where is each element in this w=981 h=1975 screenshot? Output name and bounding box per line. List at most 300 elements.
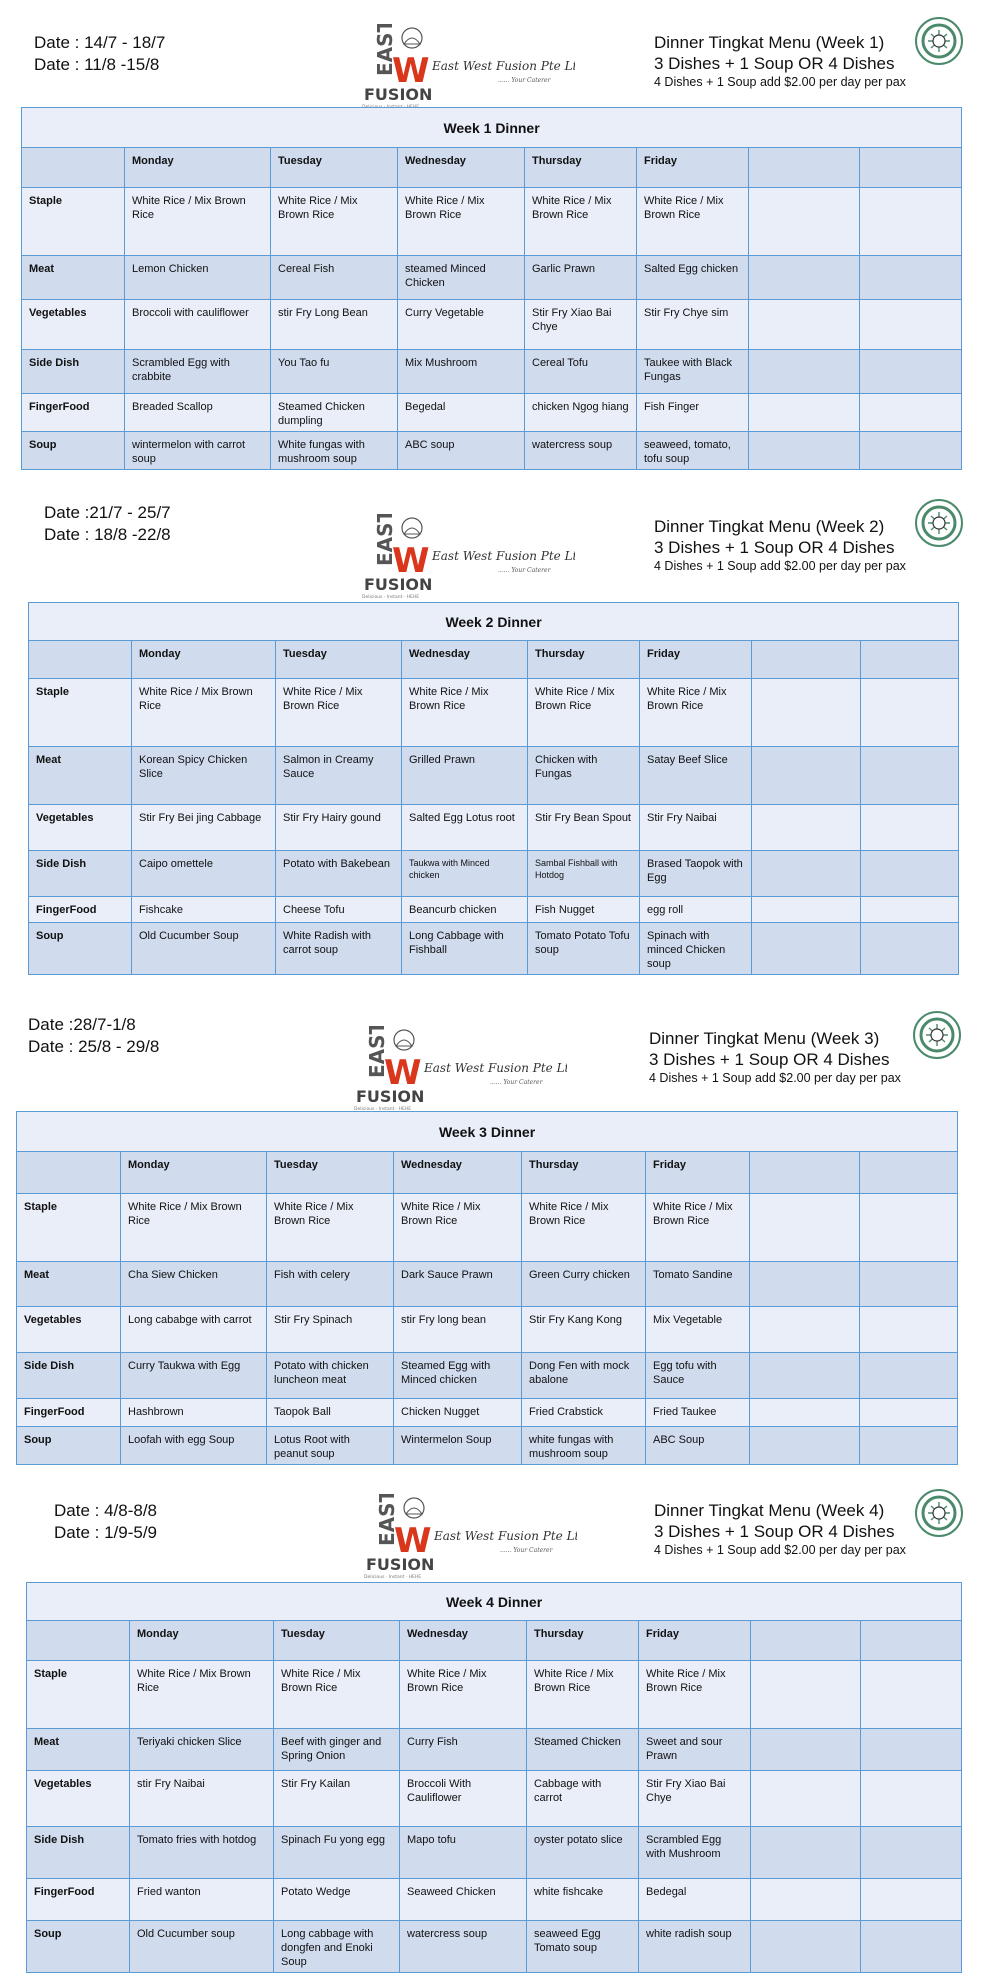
header-wednesday: Wednesday — [398, 148, 525, 188]
menu-cell: ABC Soup — [646, 1427, 750, 1465]
week-1-section — [0, 0, 981, 480]
empty-cell — [752, 897, 861, 923]
header-blank — [861, 1621, 962, 1661]
menu-cell: Broccoli with cauliflower — [125, 300, 271, 350]
company-name: East West Fusion Pte Ltd — [432, 549, 575, 563]
date-line-1: Date :21/7 - 25/7 — [44, 503, 171, 522]
empty-cell — [861, 897, 959, 923]
table-row — [29, 679, 959, 747]
menu-cell: Curry Fish — [400, 1729, 527, 1771]
menu-cell: White Rice / Mix Brown Rice — [398, 188, 525, 256]
menu-cell: Sambal Fishball with Hotdog — [528, 851, 640, 897]
row-label-fingerfood: FingerFood — [22, 394, 125, 432]
menu-cell: Stir Fry Bean Spout — [528, 805, 640, 851]
menu-cell: Tomato Sandine — [646, 1262, 750, 1307]
company-logo — [360, 514, 575, 600]
empty-cell — [750, 1399, 860, 1427]
row-label-side-dish: Side Dish — [22, 350, 125, 394]
menu-cell: White Rice / Mix Brown Rice — [522, 1194, 646, 1262]
menu-cell: Broccoli With Cauliflower — [400, 1771, 527, 1827]
logo-word-east: EAST — [373, 514, 397, 566]
menu-cell: White Rice / Mix Brown Rice — [132, 679, 276, 747]
table-row — [29, 923, 959, 975]
header-friday: Friday — [640, 641, 752, 679]
empty-cell — [749, 394, 860, 432]
menu-cell: Potato Wedge — [274, 1879, 400, 1921]
menu-cell: Mapo tofu — [400, 1827, 527, 1879]
menu-title: Dinner Tingkat Menu (Week 3) — [649, 1029, 880, 1048]
table-row — [27, 1879, 962, 1921]
halal-badge-icon — [912, 1010, 962, 1060]
empty-cell — [861, 1827, 962, 1879]
menu-cell: White Rice / Mix Brown Rice — [267, 1194, 394, 1262]
menu-cell: Loofah with egg Soup — [121, 1427, 267, 1465]
table-row — [22, 432, 962, 470]
menu-cell: Salted Egg chicken — [637, 256, 749, 300]
menu-cell: Fried wanton — [130, 1879, 274, 1921]
empty-cell — [860, 394, 962, 432]
menu-cell: Long cabbage with dongfen and Enoki Soup — [274, 1921, 400, 1973]
week-3-section — [0, 1008, 981, 1478]
empty-cell — [752, 851, 861, 897]
empty-cell — [749, 300, 860, 350]
table-title: Week 3 Dinner — [17, 1112, 958, 1152]
menu-cell: Caipo omettele — [132, 851, 276, 897]
menu-cell: watercress soup — [525, 432, 637, 470]
row-label-soup: Soup — [29, 923, 132, 975]
menu-cell: Scrambled Egg with Mushroom — [639, 1827, 751, 1879]
header-blank — [861, 641, 959, 679]
date-line-1: Date : 14/7 - 18/7 — [34, 33, 166, 52]
menu-cell: Hashbrown — [121, 1399, 267, 1427]
date-line-2: Date : 25/8 - 29/8 — [28, 1037, 160, 1056]
empty-cell — [860, 188, 962, 256]
row-label-fingerfood: FingerFood — [27, 1879, 130, 1921]
menu-option: 3 Dishes + 1 Soup OR 4 Dishes — [654, 1522, 895, 1541]
empty-cell — [752, 747, 861, 805]
table-row — [27, 1661, 962, 1729]
table-row — [22, 256, 962, 300]
row-label-soup: Soup — [17, 1427, 121, 1465]
menu-cell: Beancurb chicken — [402, 897, 528, 923]
menu-addon: 4 Dishes + 1 Soup add $2.00 per day per pax — [654, 1543, 906, 1557]
empty-cell — [860, 432, 962, 470]
menu-cell: Brased Taopok with Egg — [640, 851, 752, 897]
header-wednesday: Wednesday — [394, 1152, 522, 1194]
row-label-vegetables: Vegetables — [29, 805, 132, 851]
week-4-menu-table — [26, 1582, 962, 1973]
empty-cell — [860, 300, 962, 350]
menu-cell: Curry Taukwa with Egg — [121, 1353, 267, 1399]
menu-cell: Wintermelon Soup — [394, 1427, 522, 1465]
table-row — [22, 300, 962, 350]
table-title: Week 2 Dinner — [29, 603, 959, 641]
header-thursday: Thursday — [525, 148, 637, 188]
row-label-staple: Staple — [22, 188, 125, 256]
menu-cell: White Rice / Mix Brown Rice — [639, 1661, 751, 1729]
row-label-side-dish: Side Dish — [27, 1827, 130, 1879]
empty-cell — [750, 1307, 860, 1353]
menu-cell: White Rice / Mix Brown Rice — [121, 1194, 267, 1262]
empty-cell — [751, 1771, 861, 1827]
logo-word-east: EAST — [373, 24, 397, 76]
table-row — [27, 1921, 962, 1973]
empty-cell — [861, 747, 959, 805]
table-row — [22, 394, 962, 432]
menu-addon: 4 Dishes + 1 Soup add $2.00 per day per pax — [654, 559, 906, 573]
menu-cell: Cha Siew Chicken — [121, 1262, 267, 1307]
menu-cell: wintermelon with carrot soup — [125, 432, 271, 470]
header-blank — [751, 1621, 861, 1661]
menu-cell: Begedal — [398, 394, 525, 432]
logo-mark: W — [394, 1521, 432, 1561]
halal-badge-icon — [914, 16, 964, 66]
company-sub-tagline: Delicious · Instant · HEHE — [364, 1575, 422, 1580]
empty-cell — [861, 1729, 962, 1771]
menu-cell: You Tao fu — [271, 350, 398, 394]
table-row — [27, 1729, 962, 1771]
table-row — [17, 1307, 958, 1353]
company-tagline: ...... Your Caterer — [490, 1079, 543, 1086]
header-tuesday: Tuesday — [267, 1152, 394, 1194]
table-row — [29, 897, 959, 923]
menu-info — [649, 1028, 901, 1086]
menu-cell: Stir Fry Spinach — [267, 1307, 394, 1353]
header-tuesday: Tuesday — [274, 1621, 400, 1661]
menu-cell: oyster potato slice — [527, 1827, 639, 1879]
menu-cell: White Rice / Mix Brown Rice — [640, 679, 752, 747]
header-friday: Friday — [639, 1621, 751, 1661]
menu-cell: Taukee with Black Fungas — [637, 350, 749, 394]
empty-cell — [750, 1353, 860, 1399]
header-friday: Friday — [637, 148, 749, 188]
week-dates — [34, 32, 165, 76]
table-row — [27, 1771, 962, 1827]
header-wednesday: Wednesday — [400, 1621, 527, 1661]
menu-cell: Bedegal — [639, 1879, 751, 1921]
menu-cell: Stir Fry Hairy gound — [276, 805, 402, 851]
table-row — [29, 851, 959, 897]
company-logo — [360, 24, 575, 110]
logo-word-east: EAST — [375, 1494, 399, 1546]
menu-cell: Steamed Chicken — [527, 1729, 639, 1771]
company-tagline: ...... Your Caterer — [498, 77, 551, 84]
menu-cell: Fish with celery — [267, 1262, 394, 1307]
menu-cell: White Rice / Mix Brown Rice — [646, 1194, 750, 1262]
table-row — [29, 805, 959, 851]
menu-cell: seaweed Egg Tomato soup — [527, 1921, 639, 1973]
menu-cell: Taukwa with Minced chicken — [402, 851, 528, 897]
empty-cell — [861, 851, 959, 897]
menu-cell: Satay Beef Slice — [640, 747, 752, 805]
empty-cell — [751, 1879, 861, 1921]
date-line-2: Date : 11/8 -15/8 — [34, 55, 160, 74]
menu-cell: White Rice / Mix Brown Rice — [276, 679, 402, 747]
empty-cell — [752, 679, 861, 747]
logo-mark: W — [384, 1053, 422, 1093]
table-row — [17, 1194, 958, 1262]
menu-cell: Beef with ginger and Spring Onion — [274, 1729, 400, 1771]
menu-cell: Stir Fry Kailan — [274, 1771, 400, 1827]
menu-cell: White Rice / Mix Brown Rice — [394, 1194, 522, 1262]
menu-cell: White Rice / Mix Brown Rice — [525, 188, 637, 256]
header-tuesday: Tuesday — [271, 148, 398, 188]
row-label-side-dish: Side Dish — [29, 851, 132, 897]
row-label-staple: Staple — [17, 1194, 121, 1262]
row-label-fingerfood: FingerFood — [17, 1399, 121, 1427]
menu-cell: Taopok Ball — [267, 1399, 394, 1427]
table-row — [22, 350, 962, 394]
header-blank — [752, 641, 861, 679]
row-label-fingerfood: FingerFood — [29, 897, 132, 923]
menu-cell: Long cababge with carrot — [121, 1307, 267, 1353]
menu-cell: White Radish with carrot soup — [276, 923, 402, 975]
logo-word-east: EAST — [365, 1026, 389, 1078]
company-name: East West Fusion Pte Ltd — [434, 1529, 577, 1543]
menu-cell: Stir Fry Bei jing Cabbage — [132, 805, 276, 851]
empty-cell — [860, 1194, 958, 1262]
header-blank — [860, 148, 962, 188]
company-name: East West Fusion Pte Ltd — [432, 59, 575, 73]
table-row — [29, 747, 959, 805]
menu-cell: Teriyaki chicken Slice — [130, 1729, 274, 1771]
row-label-meat: Meat — [29, 747, 132, 805]
empty-cell — [749, 188, 860, 256]
empty-cell — [749, 432, 860, 470]
week-2-section — [0, 496, 981, 986]
header-corner — [29, 641, 132, 679]
menu-cell: Salted Egg Lotus root — [402, 805, 528, 851]
company-tagline: ...... Your Caterer — [498, 567, 551, 574]
menu-cell: Scrambled Egg with crabbite — [125, 350, 271, 394]
menu-cell: White Rice / Mix Brown Rice — [274, 1661, 400, 1729]
menu-cell: Salmon in Creamy Sauce — [276, 747, 402, 805]
menu-cell: Stir Fry Xiao Bai Chye — [639, 1771, 751, 1827]
menu-cell: Chicken Nugget — [394, 1399, 522, 1427]
empty-cell — [860, 1307, 958, 1353]
empty-cell — [751, 1827, 861, 1879]
company-sub-tagline: Delicious · Instant · HEHE — [362, 595, 420, 600]
menu-cell: seaweed, tomato, tofu soup — [637, 432, 749, 470]
week-2-menu-table — [28, 602, 959, 975]
table-title: Week 1 Dinner — [22, 108, 962, 148]
empty-cell — [861, 1661, 962, 1729]
empty-cell — [860, 256, 962, 300]
menu-cell: Stir Fry Naibai — [640, 805, 752, 851]
menu-cell: Sweet and sour Prawn — [639, 1729, 751, 1771]
header-friday: Friday — [646, 1152, 750, 1194]
menu-addon: 4 Dishes + 1 Soup add $2.00 per day per pax — [649, 1071, 901, 1085]
menu-cell: stir Fry long bean — [394, 1307, 522, 1353]
header-tuesday: Tuesday — [276, 641, 402, 679]
menu-cell: White Rice / Mix Brown Rice — [527, 1661, 639, 1729]
header-corner — [17, 1152, 121, 1194]
menu-option: 3 Dishes + 1 Soup OR 4 Dishes — [649, 1050, 890, 1069]
menu-cell: White Rice / Mix Brown Rice — [125, 188, 271, 256]
empty-cell — [861, 805, 959, 851]
empty-cell — [860, 1399, 958, 1427]
menu-cell: white fungas with mushroom soup — [522, 1427, 646, 1465]
row-label-meat: Meat — [22, 256, 125, 300]
header-blank — [860, 1152, 958, 1194]
menu-cell: Lemon Chicken — [125, 256, 271, 300]
date-line-1: Date : 4/8-8/8 — [54, 1501, 158, 1520]
menu-cell: Korean Spicy Chicken Slice — [132, 747, 276, 805]
menu-cell: Fried Taukee — [646, 1399, 750, 1427]
menu-cell: White Rice / Mix Brown Rice — [637, 188, 749, 256]
row-label-staple: Staple — [29, 679, 132, 747]
table-row — [17, 1262, 958, 1307]
menu-cell: Grilled Prawn — [402, 747, 528, 805]
menu-cell: white radish soup — [639, 1921, 751, 1973]
menu-cell: Steamed Egg with Minced chicken — [394, 1353, 522, 1399]
menu-info — [654, 516, 906, 574]
menu-cell: Tomato Potato Tofu soup — [528, 923, 640, 975]
table-row — [17, 1427, 958, 1465]
header-monday: Monday — [130, 1621, 274, 1661]
logo-word-fusion: FUSION — [364, 575, 433, 594]
header-wednesday: Wednesday — [402, 641, 528, 679]
empty-cell — [860, 350, 962, 394]
date-line-2: Date : 1/9-5/9 — [54, 1523, 158, 1542]
row-label-meat: Meat — [27, 1729, 130, 1771]
halal-badge-icon — [914, 1488, 964, 1538]
menu-cell: chicken Ngog hiang — [525, 394, 637, 432]
week-dates — [54, 1500, 157, 1544]
menu-cell: White Rice / Mix Brown Rice — [528, 679, 640, 747]
menu-info — [654, 32, 906, 90]
company-name: East West Fusion Pte Ltd — [424, 1061, 567, 1075]
menu-cell: Cheese Tofu — [276, 897, 402, 923]
menu-cell: steamed Minced Chicken — [398, 256, 525, 300]
logo-word-fusion: FUSION — [364, 85, 433, 104]
row-label-vegetables: Vegetables — [27, 1771, 130, 1827]
empty-cell — [751, 1661, 861, 1729]
menu-cell: Potato with chicken luncheon meat — [267, 1353, 394, 1399]
header-blank — [749, 148, 860, 188]
row-label-staple: Staple — [27, 1661, 130, 1729]
header-monday: Monday — [132, 641, 276, 679]
menu-cell: Mix Mushroom — [398, 350, 525, 394]
menu-cell: Long Cabbage with Fishball — [402, 923, 528, 975]
menu-cell: Egg tofu with Sauce — [646, 1353, 750, 1399]
empty-cell — [861, 1879, 962, 1921]
menu-cell: white fishcake — [527, 1879, 639, 1921]
row-label-vegetables: Vegetables — [22, 300, 125, 350]
menu-title: Dinner Tingkat Menu (Week 2) — [654, 517, 885, 536]
logo-mark: W — [392, 51, 430, 91]
company-sub-tagline: Delicious · Instant · HEHE — [354, 1107, 412, 1112]
menu-cell: Green Curry chicken — [522, 1262, 646, 1307]
table-row — [17, 1399, 958, 1427]
menu-cell: Cereal Tofu — [525, 350, 637, 394]
menu-cell: stir Fry Naibai — [130, 1771, 274, 1827]
halal-badge-icon — [914, 498, 964, 548]
menu-cell: Old Cucumber soup — [130, 1921, 274, 1973]
logo-word-fusion: FUSION — [356, 1087, 425, 1106]
table-row — [22, 188, 962, 256]
menu-cell: Chicken with Fungas — [528, 747, 640, 805]
row-label-soup: Soup — [22, 432, 125, 470]
week-4-section — [0, 1488, 981, 1975]
menu-cell: Stir Fry Kang Kong — [522, 1307, 646, 1353]
header-thursday: Thursday — [522, 1152, 646, 1194]
menu-cell: Curry Vegetable — [398, 300, 525, 350]
company-logo — [362, 1494, 577, 1580]
row-label-meat: Meat — [17, 1262, 121, 1307]
empty-cell — [752, 923, 861, 975]
header-blank — [750, 1152, 860, 1194]
row-label-soup: Soup — [27, 1921, 130, 1973]
menu-cell: Fishcake — [132, 897, 276, 923]
logo-mark: W — [392, 541, 430, 581]
menu-cell: Breaded Scallop — [125, 394, 271, 432]
empty-cell — [861, 1921, 962, 1973]
week-dates — [44, 502, 171, 546]
table-row — [27, 1827, 962, 1879]
menu-addon: 4 Dishes + 1 Soup add $2.00 per day per pax — [654, 75, 906, 89]
menu-title: Dinner Tingkat Menu (Week 1) — [654, 33, 885, 52]
menu-info — [654, 1500, 906, 1558]
menu-cell: Stir Fry Xiao Bai Chye — [525, 300, 637, 350]
empty-cell — [750, 1262, 860, 1307]
empty-cell — [751, 1729, 861, 1771]
header-thursday: Thursday — [527, 1621, 639, 1661]
menu-cell: White Rice / Mix Brown Rice — [402, 679, 528, 747]
menu-cell: Old Cucumber Soup — [132, 923, 276, 975]
menu-cell: Tomato fries with hotdog — [130, 1827, 274, 1879]
menu-cell: Stir Fry Chye sim — [637, 300, 749, 350]
empty-cell — [751, 1921, 861, 1973]
empty-cell — [860, 1353, 958, 1399]
empty-cell — [860, 1427, 958, 1465]
menu-cell: egg roll — [640, 897, 752, 923]
row-label-side-dish: Side Dish — [17, 1353, 121, 1399]
empty-cell — [750, 1427, 860, 1465]
empty-cell — [861, 923, 959, 975]
menu-cell: stir Fry Long Bean — [271, 300, 398, 350]
menu-cell: Lotus Root with peanut soup — [267, 1427, 394, 1465]
menu-cell: Mix Vegetable — [646, 1307, 750, 1353]
menu-cell: White Rice / Mix Brown Rice — [271, 188, 398, 256]
empty-cell — [861, 679, 959, 747]
date-line-1: Date :28/7-1/8 — [28, 1015, 136, 1034]
menu-cell: watercress soup — [400, 1921, 527, 1973]
menu-cell: Garlic Prawn — [525, 256, 637, 300]
header-corner — [22, 148, 125, 188]
header-monday: Monday — [121, 1152, 267, 1194]
week-1-menu-table — [21, 107, 962, 470]
empty-cell — [752, 805, 861, 851]
empty-cell — [860, 1262, 958, 1307]
menu-cell: White Rice / Mix Brown Rice — [400, 1661, 527, 1729]
empty-cell — [749, 350, 860, 394]
menu-cell: ABC soup — [398, 432, 525, 470]
table-title: Week 4 Dinner — [27, 1583, 962, 1621]
table-row — [17, 1353, 958, 1399]
date-line-2: Date : 18/8 -22/8 — [44, 525, 171, 544]
menu-option: 3 Dishes + 1 Soup OR 4 Dishes — [654, 538, 895, 557]
menu-cell: Potato with Bakebean — [276, 851, 402, 897]
menu-cell: Fish Finger — [637, 394, 749, 432]
week-dates — [28, 1014, 159, 1058]
row-label-vegetables: Vegetables — [17, 1307, 121, 1353]
menu-cell: Fried Crabstick — [522, 1399, 646, 1427]
menu-cell: Dong Fen with mock abalone — [522, 1353, 646, 1399]
menu-option: 3 Dishes + 1 Soup OR 4 Dishes — [654, 54, 895, 73]
menu-cell: Cabbage with carrot — [527, 1771, 639, 1827]
empty-cell — [749, 256, 860, 300]
